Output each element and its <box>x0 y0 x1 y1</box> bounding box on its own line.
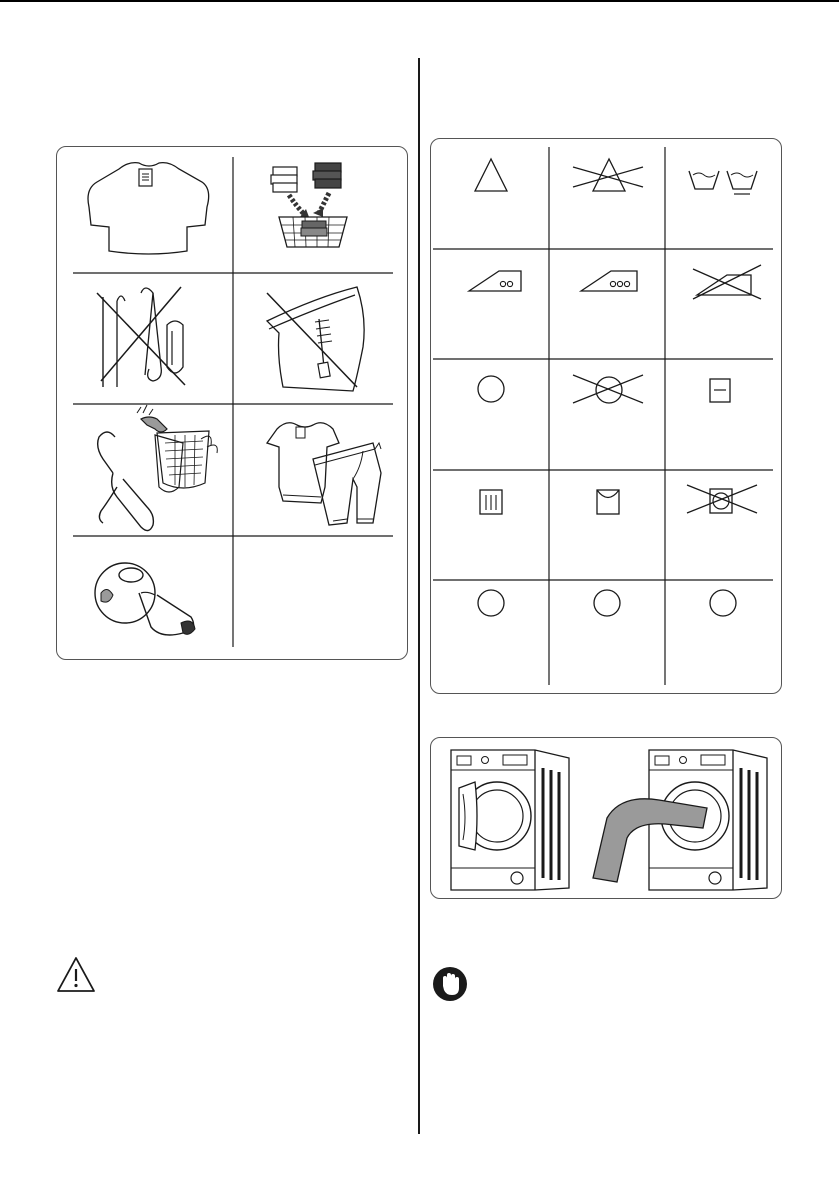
dry-clean-circle-icon <box>478 376 504 402</box>
bleach-allowed-triangle-icon <box>475 159 507 191</box>
iron-medium-temperature-icon <box>469 271 521 291</box>
care-symbols-panel <box>430 138 782 694</box>
wash-tub-icons <box>689 171 757 194</box>
turn-garments-inside-out-icon <box>267 423 381 525</box>
warning-triangle-icon <box>56 956 96 999</box>
do-not-dry-clean-icon <box>573 375 643 403</box>
small-items-in-sock-icon <box>95 563 195 635</box>
stop-hand-icon <box>432 966 468 1007</box>
remove-hooks-and-empty-pockets-icon <box>98 405 218 531</box>
column-divider <box>418 58 420 1134</box>
shirt-care-label-icon <box>88 163 209 254</box>
sort-laundry-basket-icon <box>271 163 347 247</box>
washing-machine-door-open-icon <box>451 750 569 890</box>
drip-dry-icon <box>480 490 502 514</box>
do-not-tumble-dry-icon <box>687 485 757 513</box>
line-dry-icon <box>597 490 619 514</box>
no-pins-needles-icon <box>97 287 185 387</box>
machine-loading-panel <box>430 737 782 899</box>
do-not-iron-icon <box>693 265 761 299</box>
professional-clean-circle-icon <box>710 590 736 616</box>
dry-flat-icon <box>710 379 730 402</box>
professional-clean-circle-icon <box>478 590 504 616</box>
washing-machine-loading-laundry-icon <box>593 750 767 890</box>
laundry-preparation-panel <box>56 146 408 660</box>
do-not-bleach-icon <box>573 159 643 191</box>
zip-up-closures-icon <box>267 287 364 391</box>
professional-clean-circle-icon <box>594 590 620 616</box>
top-rule <box>0 0 839 2</box>
iron-high-temperature-icon <box>581 271 637 291</box>
